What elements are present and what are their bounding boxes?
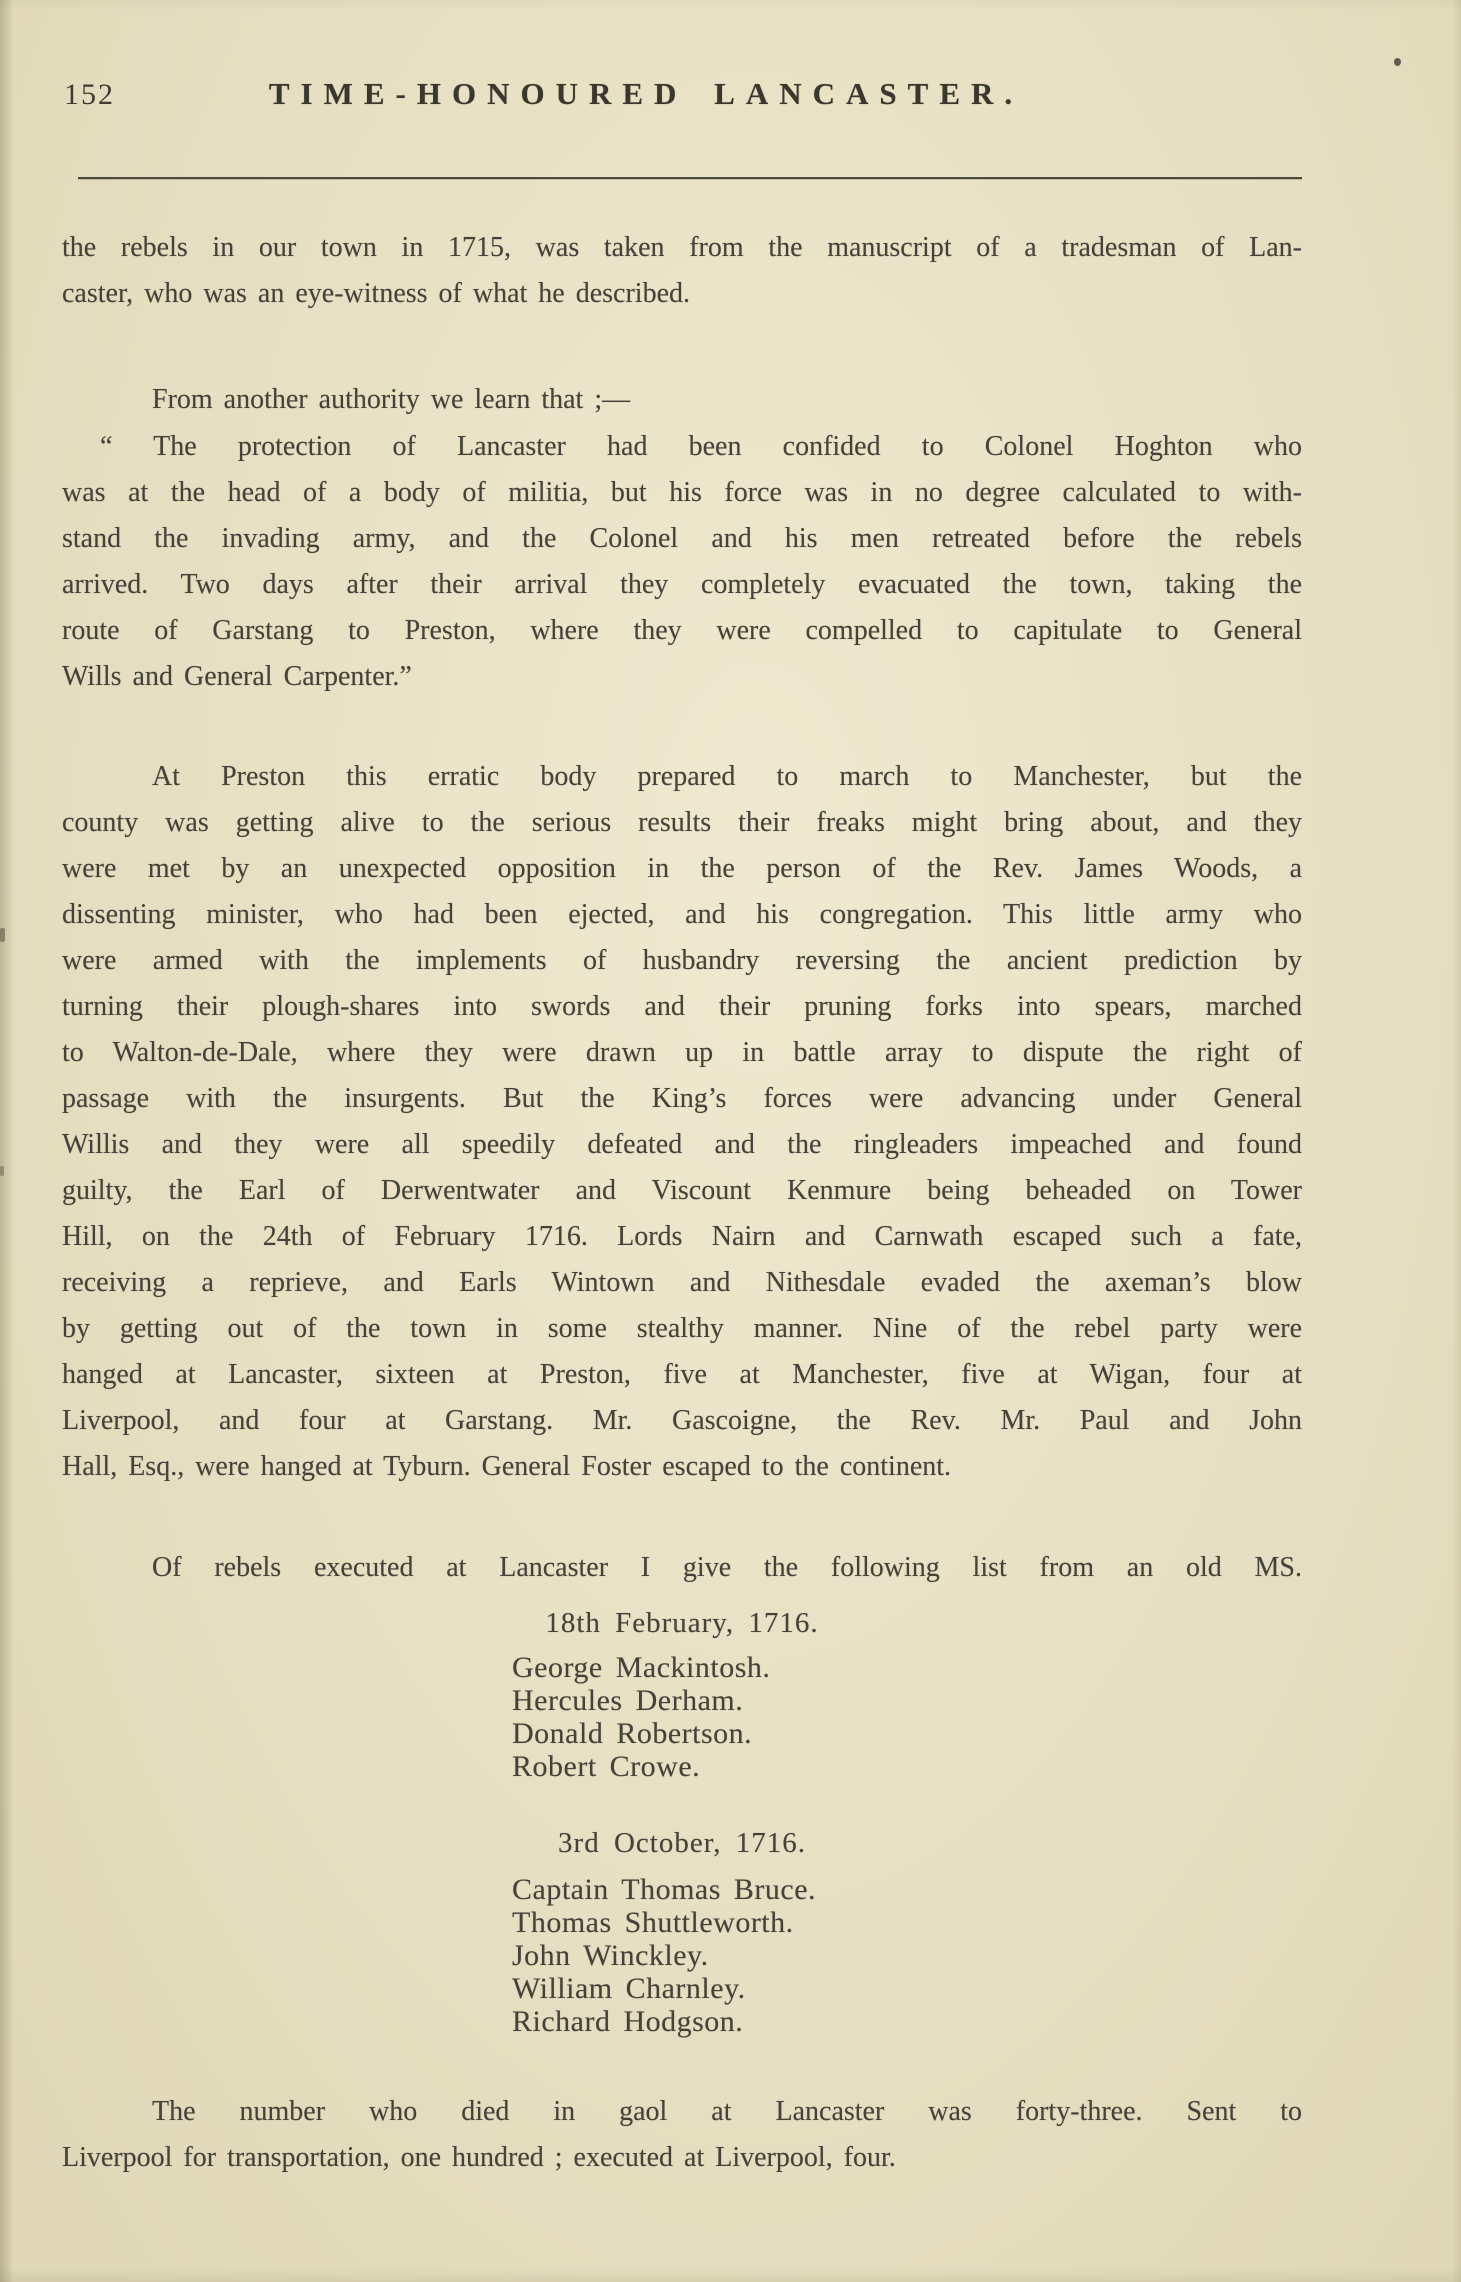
text-line: hanged at Lancaster, sixteen at Preston, five at Manchester, five at Wigan, four at	[62, 1359, 1302, 1390]
text-line: Liverpool, and four at Garstang. Mr. Gascoigne, the Rev. Mr. Paul and John	[62, 1405, 1302, 1436]
page-title: TIME-HONOURED LANCASTER.	[268, 76, 1024, 111]
header-rule	[78, 177, 1302, 179]
executed-name: Thomas Shuttleworth.	[512, 1906, 794, 1939]
text-line: Liverpool for transportation, one hundred ; executed at Liverpool, four.	[62, 2142, 896, 2173]
executed-name: John Winckley.	[512, 1939, 709, 1972]
execution-name-list	[512, 1873, 816, 2038]
text-line: Hall, Esq., were hanged at Tyburn. General Foster escaped to the continent.	[62, 1451, 952, 1482]
text-line: Hill, on the 24th of February 1716. Lords Nairn and Carnwath escaped such a fate,	[62, 1221, 1302, 1252]
execution-date-heading: 18th February, 1716.	[545, 1607, 819, 1639]
text-line: Wills and General Carpenter.”	[62, 661, 412, 692]
text-line: were met by an unexpected opposition in the person of the Rev. James Woods, a	[62, 853, 1302, 884]
scan-speck	[1394, 58, 1401, 66]
text-line: Willis and they were all speedily defeated and the ringleaders impeached and found	[62, 1129, 1302, 1160]
text-line: caster, who was an eye-witness of what he described.	[62, 278, 690, 309]
text-line: receiving a reprieve, and Earls Wintown and Nithesdale evaded the axeman’s blow	[62, 1267, 1302, 1298]
executed-name: Robert Crowe.	[512, 1750, 701, 1783]
paragraph-preston	[62, 754, 1302, 1490]
executed-name: Donald Robertson.	[512, 1717, 753, 1750]
paragraph-closing	[62, 2089, 1302, 2181]
text-line: by getting out of the town in some stealthy manner. Nine of the rebel party were	[62, 1313, 1302, 1344]
text-line: guilty, the Earl of Derwentwater and Viscount Kenmure being beheaded on Tower	[62, 1175, 1302, 1206]
text-line: turning their plough-shares into swords and their pruning forks into spears, marched	[62, 991, 1302, 1022]
text-line: route of Garstang to Preston, where they were compelled to capitulate to General	[62, 615, 1302, 646]
executed-name: Captain Thomas Bruce.	[512, 1873, 817, 1906]
executed-name: Richard Hodgson.	[512, 2005, 744, 2038]
execution-name-list	[512, 1651, 770, 1783]
text-line: From another authority we learn that ;—	[152, 384, 631, 415]
executed-name: George Mackintosh.	[512, 1651, 771, 1684]
text-line: were armed with the implements of husbandry reversing the ancient prediction by	[62, 945, 1302, 976]
text-line: to Walton-de-Dale, where they were drawn up in battle array to dispute the right of	[62, 1037, 1302, 1068]
scan-speck	[0, 928, 5, 942]
text-line: was at the head of a body of militia, but his force was in no degree calculated to with-	[62, 477, 1302, 508]
text-line: At Preston this erratic body prepared to march to Manchester, but the	[152, 761, 1302, 792]
paragraph-list-intro	[62, 1545, 1302, 1591]
scan-speck	[0, 1166, 4, 1176]
text-line: county was getting alive to the serious results their freaks might bring about, and they	[62, 807, 1302, 838]
text-line: The number who died in gaol at Lancaster was forty-three. Sent to	[152, 2096, 1302, 2127]
text-line: dissenting minister, who had been ejected, and his congregation. This little army who	[62, 899, 1302, 930]
text-line: passage with the insurgents. But the King’s forces were advancing under General	[62, 1083, 1302, 1114]
executed-name: William Charnley.	[512, 1972, 746, 2005]
executed-name: Hercules Derham.	[512, 1684, 744, 1717]
text-line: stand the invading army, and the Colonel and his men retreated before the rebels	[62, 523, 1302, 554]
paragraph-quote	[62, 424, 1302, 700]
text-line: “ The protection of Lancaster had been confided to Colonel Hoghton who	[100, 431, 1302, 462]
text-line: Of rebels executed at Lancaster I give the following list from an old MS.	[152, 1552, 1302, 1583]
text-line: the rebels in our town in 1715, was taken from the manuscript of a tradesman of Lan-	[62, 232, 1302, 263]
page-number: 152	[64, 78, 115, 111]
execution-date-heading: 3rd October, 1716.	[558, 1827, 806, 1859]
paragraph-intro	[62, 225, 1302, 317]
paragraph-authority	[62, 377, 1302, 423]
text-line: arrived. Two days after their arrival they completely evacuated the town, taking the	[62, 569, 1302, 600]
